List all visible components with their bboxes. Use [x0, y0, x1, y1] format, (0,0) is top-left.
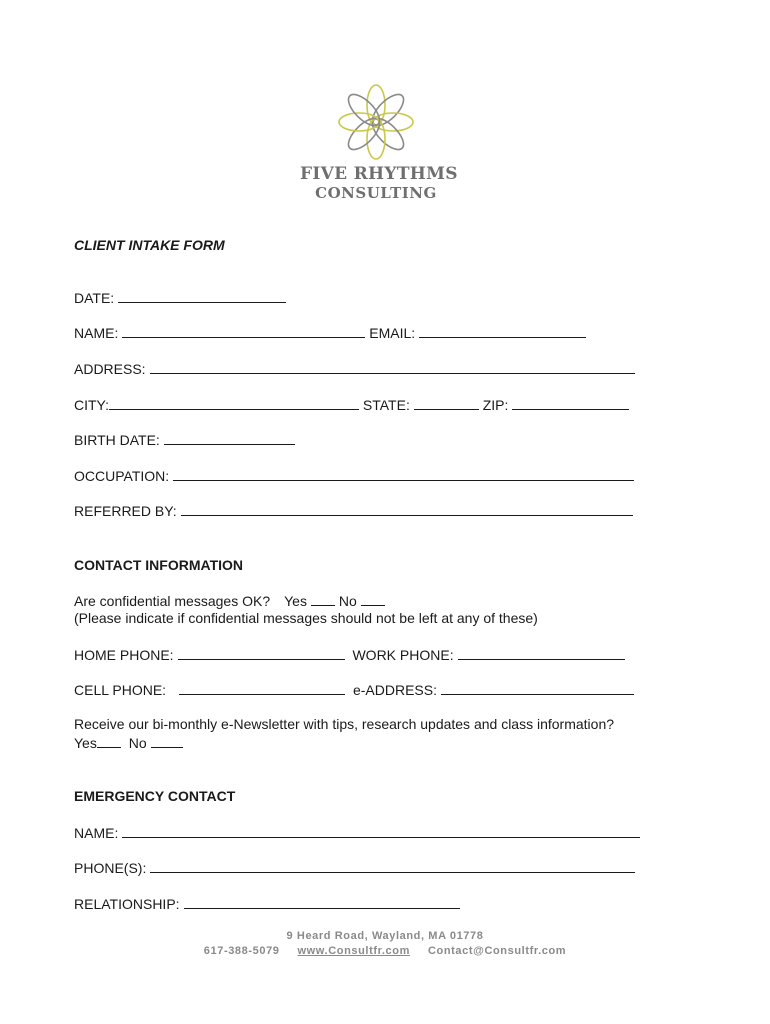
address-label: ADDRESS:	[74, 361, 146, 377]
cell-phone-field[interactable]	[179, 681, 345, 695]
relationship-field[interactable]	[184, 895, 460, 909]
emergency-phones-row	[74, 859, 635, 876]
zip-label: ZIP:	[482, 397, 509, 413]
confidential-yes-label: Yes	[284, 593, 307, 609]
referred-by-field[interactable]	[181, 502, 633, 516]
footer-address: 9 Heard Road, Wayland, MA 01778	[286, 930, 484, 942]
emergency-name-field[interactable]	[122, 824, 640, 838]
date-label: DATE:	[74, 290, 115, 306]
footer-website-link[interactable]: www.Consultfr.com	[297, 945, 410, 957]
birth-date-row	[74, 431, 295, 448]
emergency-phones-field[interactable]	[150, 859, 635, 873]
city-label: CITY:	[74, 397, 110, 413]
newsletter-no-label: No	[128, 735, 147, 751]
logo-name-line2: CONSULTING	[315, 184, 437, 202]
email-label: EMAIL:	[369, 325, 416, 341]
emergency-name-label: NAME:	[74, 825, 119, 841]
cell-phone-label: CELL PHONE:	[74, 682, 167, 698]
work-phone-label: WORK PHONE:	[352, 647, 454, 663]
email-field[interactable]	[419, 324, 586, 338]
newsletter-no-field[interactable]	[151, 734, 183, 748]
home-phone-label: HOME PHONE:	[74, 647, 174, 663]
occupation-label: OCCUPATION:	[74, 468, 170, 484]
occupation-row	[74, 467, 634, 484]
cell-eaddress-row	[74, 681, 634, 698]
name-email-row	[74, 324, 586, 341]
address-field[interactable]	[150, 360, 635, 374]
newsletter-row	[74, 734, 183, 751]
footer-email[interactable]: Contact@Consultfr.com	[427, 945, 567, 957]
address-row	[74, 360, 635, 377]
city-field[interactable]	[109, 396, 359, 410]
confidential-yes-field[interactable]	[311, 592, 335, 606]
state-field[interactable]	[414, 396, 479, 410]
relationship-row	[74, 895, 460, 912]
state-label: STATE:	[362, 397, 410, 413]
emergency-name-row	[74, 824, 640, 841]
emergency-heading: EMERGENCY CONTACT	[74, 788, 236, 804]
confidential-no-label: No	[338, 593, 357, 609]
form-title: CLIENT INTAKE FORM	[74, 237, 225, 253]
confidential-row	[74, 592, 385, 609]
name-label: NAME:	[74, 325, 119, 341]
referred-by-row	[74, 502, 633, 519]
confidential-no-field[interactable]	[361, 592, 385, 606]
city-state-zip-row	[74, 396, 629, 413]
work-phone-field[interactable]	[458, 646, 625, 660]
e-address-field[interactable]	[441, 681, 634, 695]
footer-contact-row	[0, 945, 770, 957]
date-row	[74, 289, 286, 306]
e-address-label: e-ADDRESS:	[352, 682, 437, 698]
newsletter-yes-label: Yes	[74, 735, 97, 751]
confidential-question: Are confidential messages OK?	[74, 593, 271, 609]
confidential-note: (Please indicate if confidential messages should not be left at any of these)	[74, 610, 538, 626]
home-work-phone-row	[74, 646, 625, 663]
referred-by-label: REFERRED BY:	[74, 503, 177, 519]
flower-logo-icon	[336, 82, 416, 162]
occupation-field[interactable]	[173, 467, 634, 481]
birth-date-field[interactable]	[164, 431, 295, 445]
newsletter-yes-field[interactable]	[97, 734, 121, 748]
home-phone-field[interactable]	[178, 646, 345, 660]
relationship-label: RELATIONSHIP:	[74, 896, 180, 912]
emergency-phones-label: PHONE(S):	[74, 860, 147, 876]
name-field[interactable]	[122, 324, 365, 338]
newsletter-question: Receive our bi-monthly e-Newsletter with tips, research updates and class information?	[74, 716, 615, 732]
date-field[interactable]	[118, 289, 286, 303]
footer-phone: 617-388-5079	[203, 945, 280, 957]
contact-heading: CONTACT INFORMATION	[74, 557, 244, 573]
birth-date-label: BIRTH DATE:	[74, 432, 160, 448]
zip-field[interactable]	[512, 396, 629, 410]
logo-name-line1: FIVE RHYTHMS	[300, 164, 458, 184]
